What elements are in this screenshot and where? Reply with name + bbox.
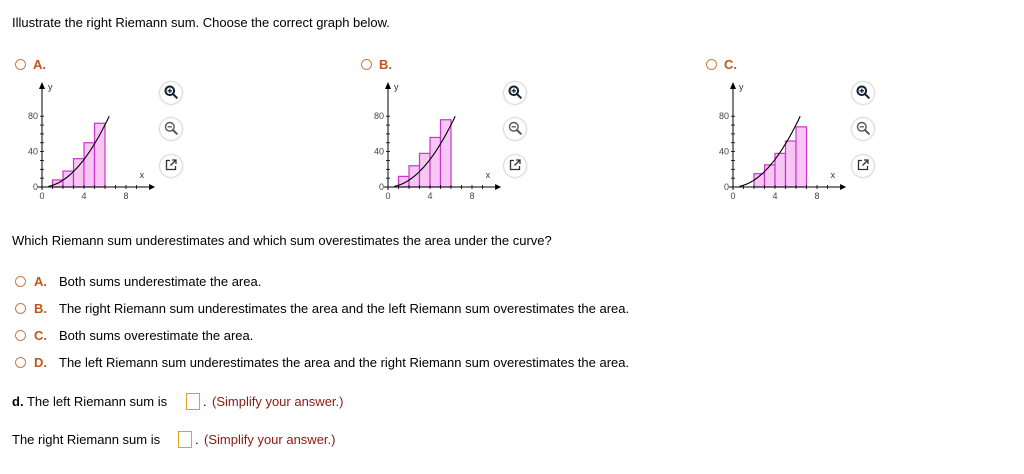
y-tick-label: 0 [32,182,38,192]
zoom-in-icon [856,85,870,102]
zoom-out-icon [164,121,178,138]
y-axis-arrow [730,82,736,89]
open-external-icon [856,158,870,175]
x-tick-label: 8 [814,191,820,201]
riemann-bar [775,153,786,187]
open-external-icon [164,158,178,175]
right-sum-hint: (Simplify your answer.) [204,432,336,447]
choice-a-letter: A. [34,274,47,289]
x-tick-label: 0 [385,191,391,201]
x-tick-label: 4 [427,191,433,201]
graph-option-a [20,80,160,205]
choice-a-text: Both sums underestimate the area. [59,274,262,289]
graph-option-b-radio[interactable] [361,59,372,70]
riemann-bar [796,127,807,187]
graph-b-zoom-out-button[interactable] [504,118,526,140]
y-axis-arrow [385,82,391,89]
riemann-graph-svg [711,80,851,205]
graph-b-zoom-in-button[interactable] [504,82,526,104]
left-sum-period: . [203,394,207,409]
riemann-bar [441,120,452,187]
choice-d-letter: D. [34,355,47,370]
y-tick-label: 40 [718,146,729,157]
x-tick-label: 0 [730,191,736,201]
right-sum-answer-box[interactable] [178,431,192,448]
riemann-bar [765,165,776,187]
choice-c-letter: C. [34,328,47,343]
graph-c-zoom-out-button[interactable] [852,118,874,140]
zoom-in-icon [508,85,522,102]
zoom-out-icon [856,121,870,138]
graph-option-c-radio[interactable] [706,59,717,70]
graph-option-c [711,80,851,205]
x-tick-label: 8 [123,191,129,201]
riemann-bar [786,141,797,187]
riemann-bar [430,137,441,187]
y-tick-label: 40 [373,146,384,157]
choice-d-text: The left Riemann sum underestimates the area and the right Riemann sum overestimates the area. [59,355,630,370]
y-tick-label: 0 [378,182,384,192]
graph-option-a-letter: A. [33,57,46,72]
y-tick-label: 80 [27,111,38,122]
x-axis-arrow [149,184,155,190]
graph-a-open-button[interactable] [160,155,182,177]
x-tick-label: 4 [772,191,778,201]
instruction-text: Illustrate the right Riemann sum. Choose the correct graph below. [12,15,390,30]
x-axis-label: x [139,170,145,180]
graph-a-zoom-out-button[interactable] [160,118,182,140]
choice-b-radio[interactable] [15,303,26,314]
subquestion-text: Which Riemann sum underestimates and which sum overestimates the area under the curve? [12,233,552,248]
y-axis-label: y [394,82,399,92]
graph-option-c-letter: C. [724,57,737,72]
x-axis-arrow [495,184,501,190]
y-tick-label: 40 [27,146,38,157]
graph-option-a-radio[interactable] [15,59,26,70]
riemann-bar [95,123,106,187]
left-sum-answer-box[interactable] [186,393,200,410]
riemann-graph-svg [366,80,506,205]
graph-a-zoom-in-button[interactable] [160,82,182,104]
graph-b-open-button[interactable] [504,155,526,177]
y-tick-label: 0 [723,182,729,192]
right-sum-period: . [195,432,199,447]
right-sum-label: The right Riemann sum is [12,432,161,447]
graph-option-b [366,80,506,205]
riemann-graph-svg [20,80,160,205]
x-axis-label: x [485,170,491,180]
x-axis-arrow [840,184,846,190]
choice-d-radio[interactable] [15,357,26,368]
zoom-out-icon [508,121,522,138]
riemann-bar [74,159,85,187]
y-axis-label: y [48,82,53,92]
y-tick-label: 80 [718,111,729,122]
choice-c-text: Both sums overestimate the area. [59,328,254,343]
left-sum-label: The left Riemann sum is [26,394,168,409]
choice-c-radio[interactable] [15,330,26,341]
graph-c-zoom-in-button[interactable] [852,82,874,104]
left-sum-hint: (Simplify your answer.) [212,394,344,409]
x-tick-label: 4 [81,191,87,201]
part-d-left-row [12,394,167,409]
graph-option-b-letter: B. [379,57,392,72]
x-axis-label: x [830,170,836,180]
y-tick-label: 80 [373,111,384,122]
x-tick-label: 0 [39,191,45,201]
y-axis-label: y [739,82,744,92]
graph-c-open-button[interactable] [852,155,874,177]
choice-b-letter: B. [34,301,47,316]
choice-a-radio[interactable] [15,276,26,287]
part-d-prefix: d. [12,394,24,409]
open-external-icon [508,158,522,175]
riemann-bar [84,143,95,187]
zoom-in-icon [164,85,178,102]
y-axis-arrow [39,82,45,89]
choice-b-text: The right Riemann sum underestimates the area and the left Riemann sum overestimates the area. [59,301,630,316]
x-tick-label: 8 [469,191,475,201]
